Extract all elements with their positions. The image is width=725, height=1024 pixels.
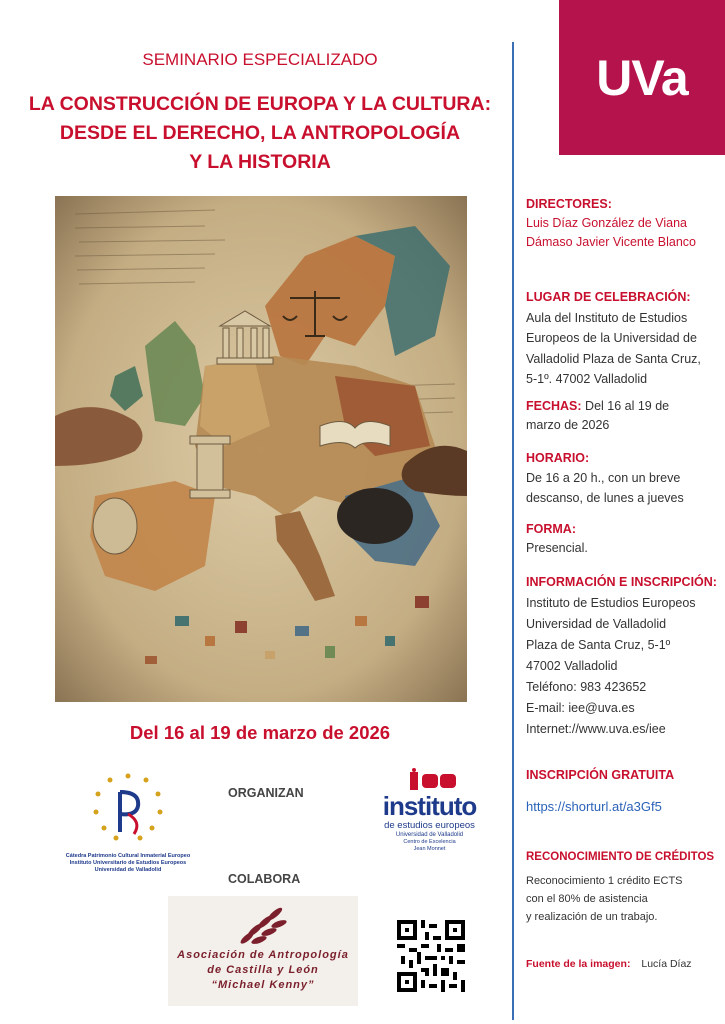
date-banner: Del 16 al 19 de marzo de 2026: [129, 722, 391, 743]
dates-heading: FECHAS:: [526, 399, 582, 413]
free-registration-section: [526, 766, 721, 785]
schedule-line-1: De 16 a 20 h., con un breve: [526, 471, 681, 485]
dates-text-2: marzo de 2026: [526, 418, 610, 432]
organizan-label: ORGANIZAN: [228, 786, 304, 800]
title-line-2: DESDE EL DERECHO, LA ANTROPOLOGÍA: [59, 122, 461, 144]
credits-line-1: Reconocimiento 1 crédito ECTS: [526, 875, 683, 887]
iee-univ: Universidad de Valladolid: [395, 832, 464, 838]
info-section: [526, 572, 721, 740]
director-2: Dámaso Javier Vicente Blanco: [526, 235, 696, 249]
seminar-kicker: SEMINARIO ESPECIALIZADO: [142, 50, 378, 69]
asociacion-logo: [168, 896, 358, 1006]
dates-text: Del 16 al 19 de: [585, 399, 670, 413]
info-line-2: Universidad de Valladolid: [526, 617, 667, 631]
venue-section: [526, 287, 721, 390]
schedule-heading: HORARIO:: [526, 451, 590, 465]
qr-code-icon: [397, 920, 465, 992]
venue-line-4: 5-1º. 47002 Valladolid: [526, 372, 648, 386]
info-website[interactable]: Internet://www.uva.es/iee: [526, 722, 666, 736]
title-line-3: Y LA HISTORIA: [189, 151, 331, 173]
credits-heading: RECONOCIMIENTO DE CRÉDITOS: [526, 851, 715, 863]
image-source-name: Lucía Díaz: [641, 958, 692, 970]
iee-logo: [372, 768, 487, 868]
credits-section: [526, 848, 721, 867]
credits-line-3: y realización de un trabajo.: [526, 911, 658, 923]
credits-text: [526, 872, 721, 926]
venue-line-1: Aula del Instituto de Estudios: [526, 310, 688, 325]
title-line-1: LA CONSTRUCCIÓN DE EUROPA Y LA CULTURA:: [28, 93, 492, 115]
venue-heading: LUGAR DE CELEBRACIÓN:: [526, 290, 691, 304]
free-registration-heading: INSCRIPCIÓN GRATUITA: [526, 768, 675, 782]
iee-mark-icon: [400, 768, 460, 792]
vertical-divider: [512, 42, 514, 1020]
catedra-emblem-icon: [58, 770, 198, 848]
venue-line-2: Europeos de la Universidad de: [526, 331, 697, 345]
qr-code[interactable]: [397, 920, 465, 992]
catedra-line-2: Instituto Universitario de Estudios Europeos: [69, 860, 187, 866]
catedra-logo: [58, 770, 198, 880]
catedra-line-3: Universidad de Valladolid: [94, 867, 162, 873]
iee-sub: de estudios europeos: [384, 820, 475, 831]
info-line-4: 47002 Valladolid: [526, 659, 618, 673]
format-heading: FORMA:: [526, 522, 576, 536]
asociacion-line-2: de Castilla y León: [207, 964, 319, 976]
credits-line-2: con el 80% de asistencia: [526, 893, 648, 905]
laurel-icon: [233, 904, 293, 948]
iee-name: instituto: [382, 791, 477, 821]
catedra-line-1: Cátedra Patrimonio Cultural Inmaterial Europeo: [65, 853, 191, 859]
asociacion-line-1: Asociación de Antropología: [177, 949, 349, 961]
director-1: Luis Díaz González de Viana: [526, 216, 687, 230]
iee-centro: Centro de Excelencia: [403, 839, 456, 845]
europe-mosaic-illustration: [55, 196, 467, 702]
dates-section: [526, 397, 721, 435]
image-source: [526, 955, 721, 974]
info-heading: INFORMACIÓN E INSCRIPCIÓN:: [526, 575, 717, 589]
europe-mosaic-svg: [55, 196, 467, 702]
directors-heading: DIRECTORES:: [526, 197, 612, 211]
schedule-line-2: descanso, de lunes a jueves: [526, 491, 684, 505]
format-section: [526, 520, 721, 558]
colabora-label: COLABORA: [228, 872, 301, 886]
registration-link-wrap: [526, 797, 721, 817]
asociacion-line-3: “Michael Kenny”: [211, 979, 315, 991]
page-title: [0, 90, 520, 177]
iee-jean-monnet: Jean Monnet: [413, 845, 446, 852]
info-phone: Teléfono: 983 423652: [526, 680, 647, 694]
info-email[interactable]: E-mail: iee@uva.es: [526, 701, 635, 715]
format-text: Presencial.: [526, 541, 588, 555]
venue-line-3: Valladolid Plaza de Santa Cruz,: [526, 351, 701, 366]
uva-logo: UVa: [559, 0, 725, 155]
registration-link[interactable]: https://shorturl.at/a3Gf5: [526, 799, 662, 814]
directors-section: [526, 195, 721, 252]
image-source-heading: Fuente de la imagen:: [526, 958, 631, 970]
info-line-3: Plaza de Santa Cruz, 5-1º: [526, 638, 671, 652]
schedule-section: [526, 448, 721, 508]
info-line-1: Instituto de Estudios Europeos: [526, 596, 696, 610]
